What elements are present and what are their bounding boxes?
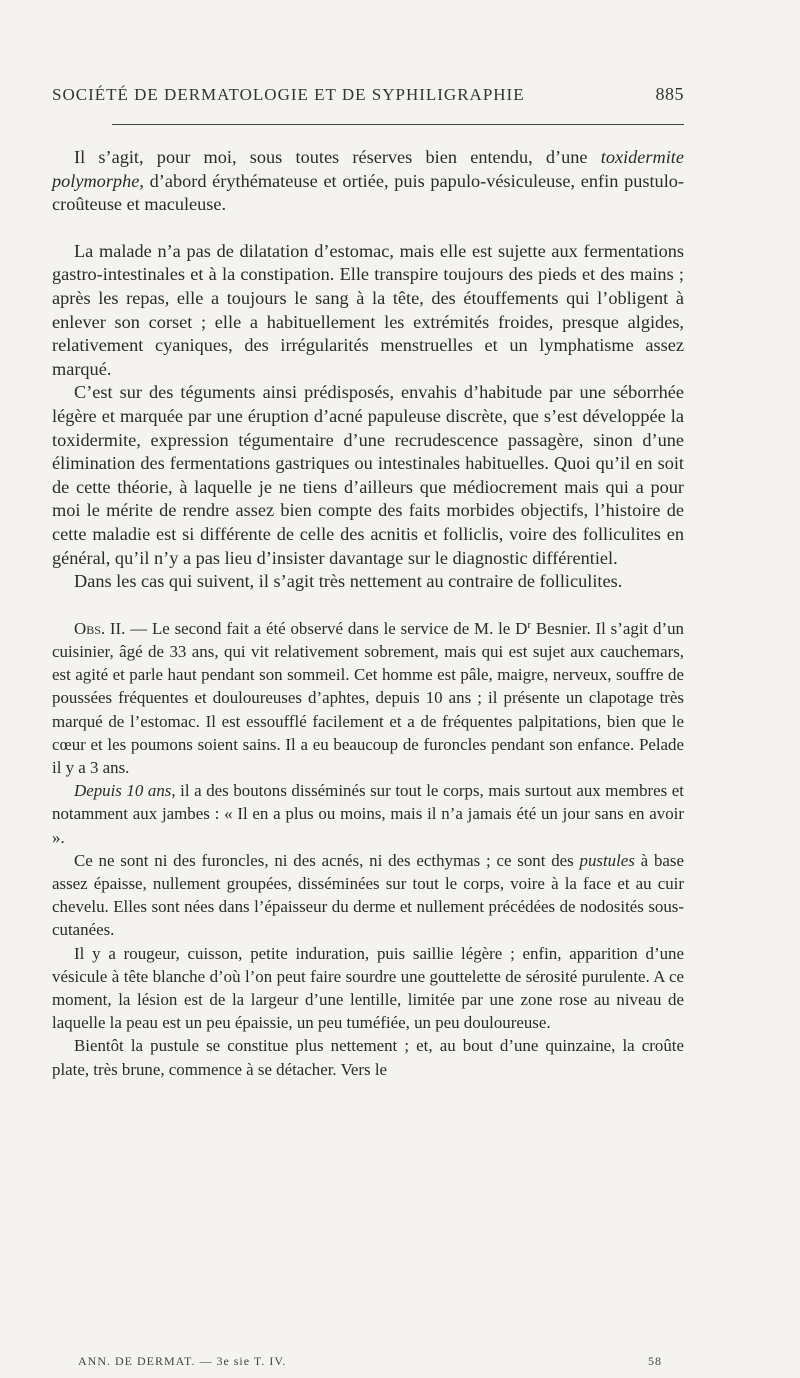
footer-signature: 58 xyxy=(648,1354,662,1368)
paragraph-3: C’est sur des téguments ainsi prédisposés, envahis d’habitude par une séborrhée légère et marquée par une éruption d’acné papuleuse discrète, que s’est développée la toxidermite, expression tégumentaire d’une recrudescence passagère, sinon d’une élimination des fermentations gastriques ou intestinales habituelles. Quoi qu’il en soit de cette théorie, à laquelle je ne tiens d’ailleurs que médiocrement mais qui a pour moi le mérite de rendre assez bien compte des faits morbides objectifs, l’histoire de cette maladie est si différente de celle des acnitis et folliclis, voire des folliculites en général, qu’il n’y a pas lieu d’insister davantage sur le diagnostic différentiel. xyxy=(52,382,684,568)
paragraph-1 xyxy=(52,146,684,217)
footer-journal: ANN. DE DERMAT. — 3e sie T. IV. xyxy=(78,1354,287,1368)
p1-italic: toxidermite polymorphe xyxy=(52,147,684,191)
p7-italic: pustules xyxy=(579,850,635,870)
paragraph-4: Dans les cas qui suivent, il s’agit très nettement au contraire de folliculites. xyxy=(74,571,623,592)
header-rule xyxy=(112,124,684,125)
paragraph-8: Il y a rougeur, cuisson, petite induration, puis saillie légère ; enfin, apparition d’une vésicule à tête blanche d’où l’on peut faire sourdre une gouttelette de sérosité purulente. A ce moment, la lésion est de la largeur d’une lentille, limitée par une zone rose au niveau de laquelle la peau est un peu épaissie, un peu tuméfiée, un peu douloureuse. xyxy=(52,943,684,1033)
p5-sup: r xyxy=(527,618,531,631)
page-number: 885 xyxy=(655,84,684,104)
p7-text-b: à base assez épaisse, nullement groupées, disséminées sur tout le corps, voire à la face et au cuir chevelu. Elles sont nées dans l’épaisseur du derme et nullement précédées de nodosités sous-cutanées. xyxy=(52,850,684,940)
p6-italic: Depuis 10 ans xyxy=(74,781,172,801)
footer xyxy=(78,1354,662,1369)
running-title: SOCIÉTÉ DE DERMATOLOGIE ET DE SYPHILIGRAPHIE xyxy=(52,85,525,104)
paragraph-2: La malade n’a pas de dilatation d’estomac, mais elle est sujette aux fermentations gastro-intestinales et à la constipation. Elle transpire toujours des pieds et des mains ; après les repas, elle a toujours le sang à la tête, des étouffements qui l’obligent à enlever son corset ; elle a habituellement les extrémités froides, presque algides, relativement cyaniques, des irrégularités menstruelles et un lymphatisme assez marqué. xyxy=(52,240,684,379)
paragraph-9: Bientôt la pustule se constitue plus nettement ; et, au bout d’une quinzaine, la croûte plate, très brune, commence à se détacher. Vers le xyxy=(52,1036,684,1079)
p7-text-a: Ce ne sont ni des furoncles, ni des acnés, ni des ecthymas ; ce sont des xyxy=(74,850,580,870)
body-text xyxy=(52,146,684,1081)
paragraph-5 xyxy=(52,617,684,779)
obs-label: Obs. II. xyxy=(74,618,126,638)
running-header xyxy=(52,84,684,105)
p5-text-a: — Le second fait a été observé dans le service de M. le D xyxy=(125,618,528,638)
p5-text-b: Besnier. Il s’agit d’un cuisinier, âgé de 33 ans, qui vit relativement sobrement, mais qui est sujet aux cauchemars, est agité et parle haut pendant son sommeil. Cet homme est pâle, maigre, nerveux, souffre de poussées fréquentes et douloureuses d’aphtes, depuis 10 ans ; il présente un clapotage très marqué de l’estomac. Il est essoufflé facilement et a de fréquentes palpitations, bien que le cœur et les poumons soient sains. Il a eu beaucoup de furoncles pendant son enfance. Pelade il y a 3 ans. xyxy=(52,618,684,777)
paragraph-7 xyxy=(52,849,684,942)
p6-text: , il a des boutons disséminés sur tout le corps, mais surtout aux membres et notamment aux jambes : « Il en a plus ou moins, mais il n’a jamais été un jour sans en avoir ». xyxy=(52,781,684,847)
paragraph-6 xyxy=(52,779,684,849)
p1-text-a: Il s’agit, pour moi, sous toutes réserves bien entendu, d’une xyxy=(74,147,601,167)
p1-text-b: , d’abord érythémateuse et ortiée, puis papulo-vésiculeuse, enfin pustulo-croûteuse et maculeuse. xyxy=(52,170,684,215)
